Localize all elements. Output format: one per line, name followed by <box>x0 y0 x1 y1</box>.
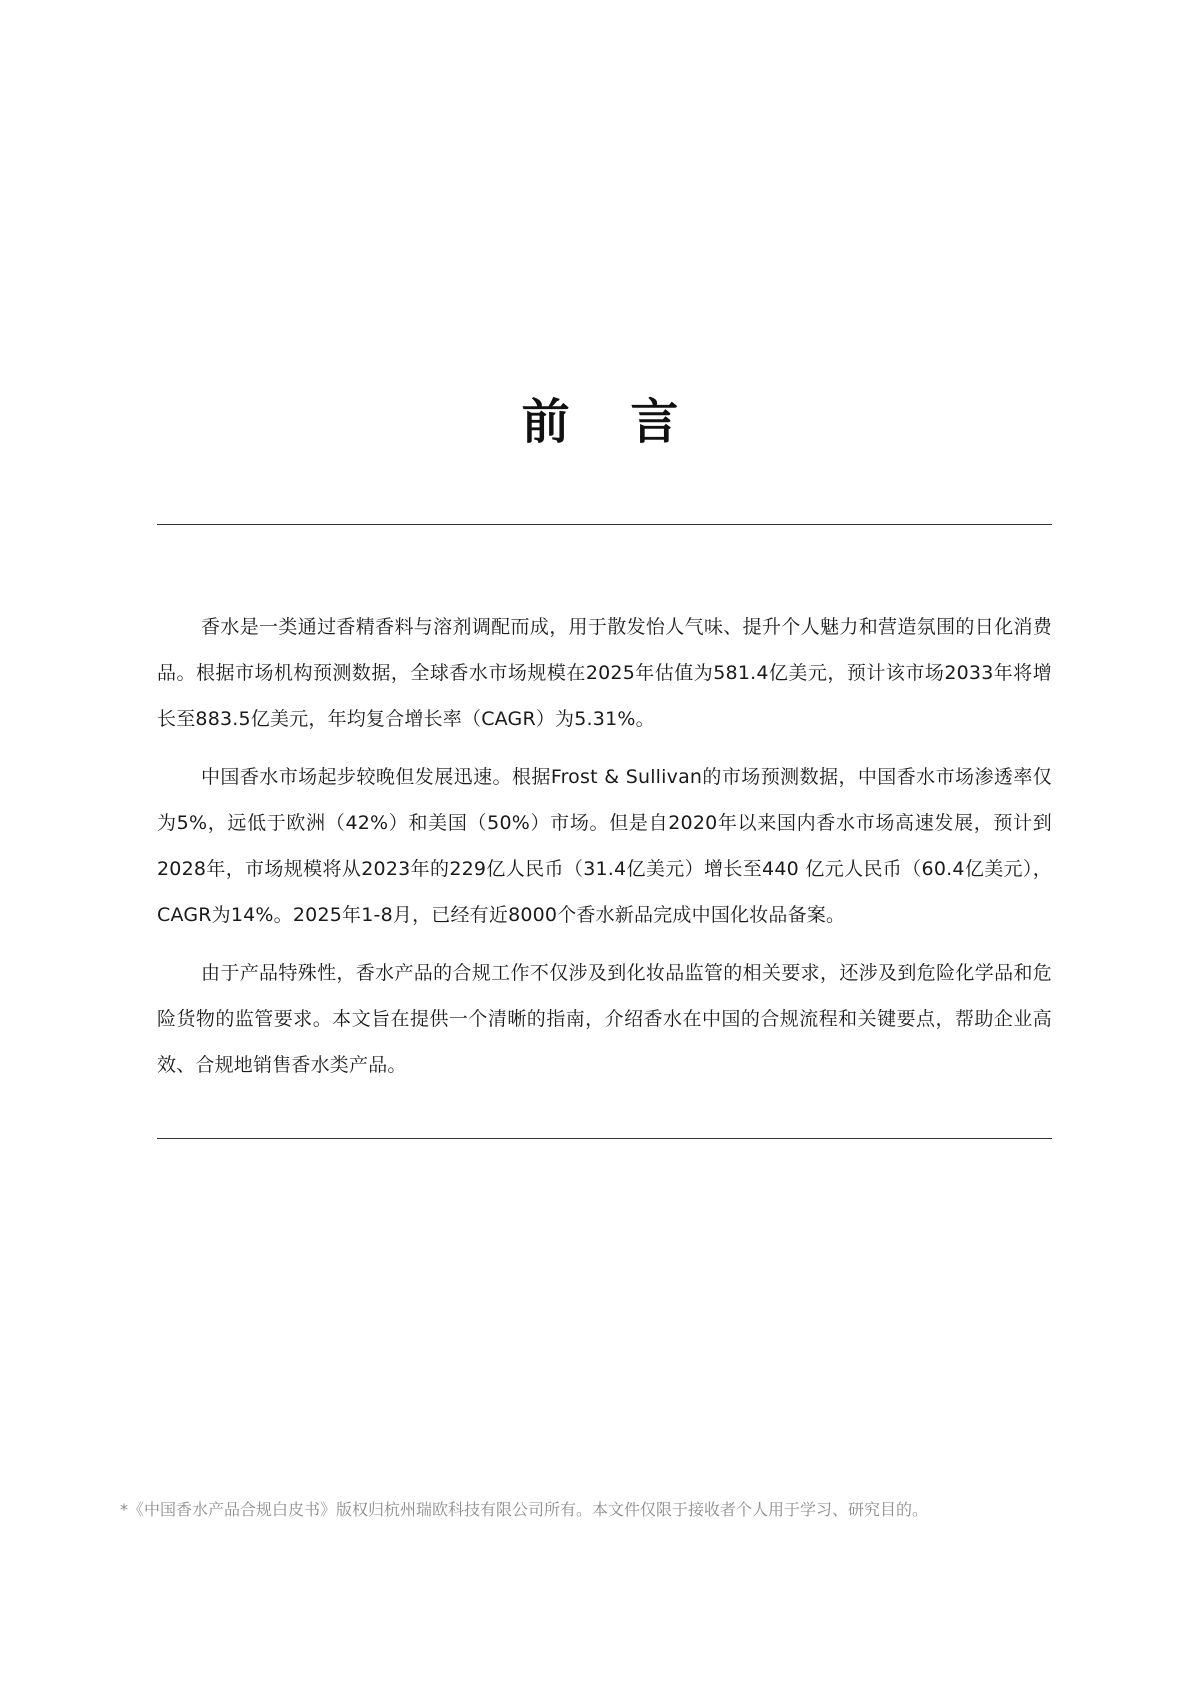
paragraph-global-market: 香水是一类通过香精香料与溶剂调配而成，用于散发怡人气味、提升个人魅力和营造氛围的日化消费品。根据市场机构预测数据，全球香水市场规模在2025年估值为581.4亿美元，预计该市场2033年将增长至883.5亿美元，年均复合增长率（CAGR）为5.31%。 <box>157 616 1052 730</box>
preface-body <box>157 604 1052 1100</box>
top-divider <box>157 524 1052 525</box>
bottom-divider <box>157 1138 1052 1139</box>
page-title: 前 言 <box>521 394 701 450</box>
copyright-note: *《中国香水产品合规白皮书》版权归杭州瑞欧科技有限公司所有。本文件仅限于接收者个人用于学习、研究目的。 <box>120 1500 929 1519</box>
paragraph-compliance-purpose: 由于产品特殊性，香水产品的合规工作不仅涉及到化妆品监管的相关要求，还涉及到危险化学品和危险货物的监管要求。本文旨在提供一个清晰的指南，介绍香水在中国的合规流程和关键要点，帮助企业高效、合规地销售香水类产品。 <box>157 962 1052 1076</box>
paragraph-china-market: 中国香水市场起步较晚但发展迅速。根据Frost & Sullivan的市场预测数据，中国香水市场渗透率仅为5%，远低于欧洲（42%）和美国（50%）市场。但是自2020年以来国内香水市场高速发展，预计到2028年，市场规模将从2023年的229亿人民币（31.4亿美元）增长至440 亿元人民币（60.4亿美元），CAGR为14%。2025年1-8月，已经有近8000个香水新品完成中国化妆品备案。 <box>157 766 1052 926</box>
